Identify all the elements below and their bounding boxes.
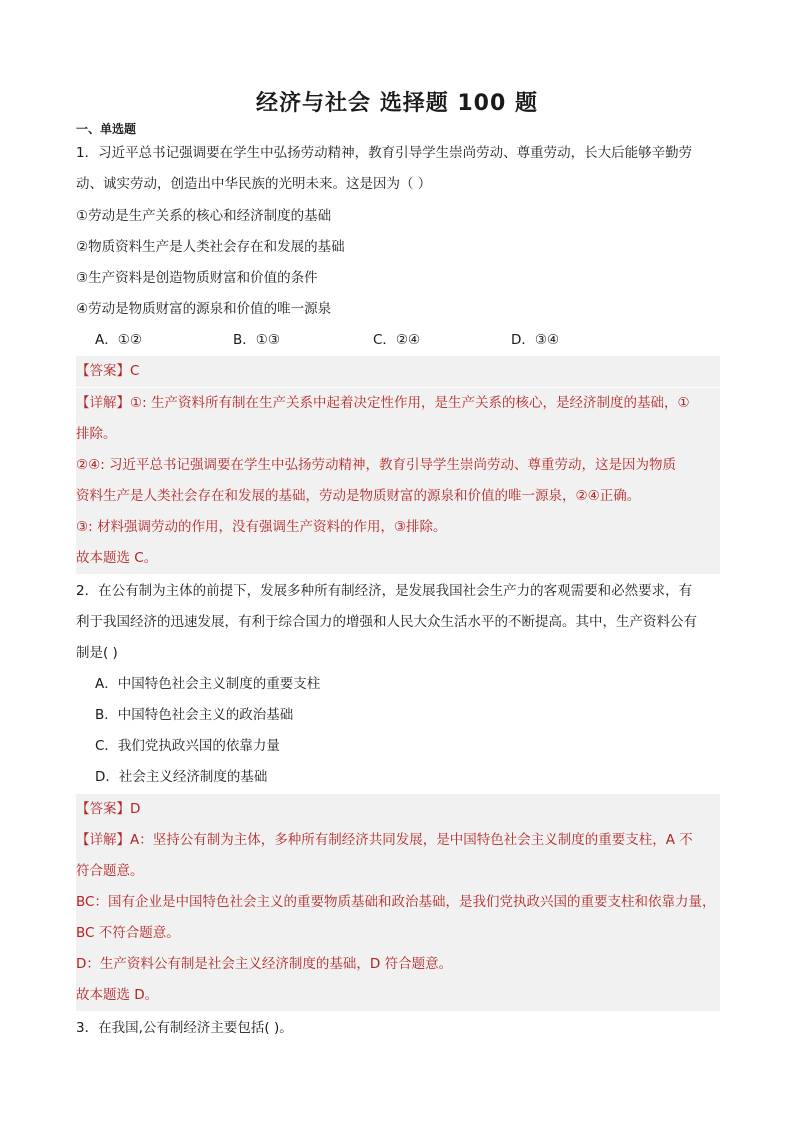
q1-statement-4: ④劳动是物质财富的源泉和价值的唯一源泉	[76, 301, 332, 317]
answer-label: 【答案】	[76, 363, 130, 379]
q2-option-c: C．我们党执政兴国的依靠力量	[95, 738, 280, 754]
answer-value: C	[130, 363, 140, 379]
answer-label: 【答案】	[76, 801, 130, 817]
q1-detail-line-1	[76, 388, 720, 419]
q2-option-a: A．中国特色社会主义制度的重要支柱	[95, 676, 321, 692]
q1-detail-line-4: 资料生产是人类社会存在和发展的基础，劳动是物质财富的源泉和价值的唯一源泉，②④正确。	[76, 481, 720, 512]
q3-stem-line-1: 3．在我国,公有制经济主要包括( )。	[76, 1020, 293, 1036]
q1-statement-2: ②物质资料生产是人类社会存在和发展的基础	[76, 239, 345, 255]
q2-answer	[76, 794, 720, 825]
detail-text: ①: 生产资料所有制在生产关系中起着决定性作用，是生产关系的核心，是经济制度的基础，①	[130, 395, 690, 411]
q2-detail-line-3: BC：国有企业是中国特色社会主义的重要物质基础和政治基础，是我们党执政兴国的重要支柱和依靠力量，	[76, 887, 720, 918]
q1-stem-line-2: 动、诚实劳动，创造出中华民族的光明未来。这是因为（ ）	[76, 176, 432, 192]
q1-option-b: B．①③	[233, 332, 280, 348]
q1-option-d: D．③④	[511, 332, 560, 348]
q2-detail-line-5: D：生产资料公有制是社会主义经济制度的基础，D 符合题意。	[76, 949, 720, 980]
document-title: 经济与社会 选择题 100 题	[256, 91, 538, 116]
q1-detail-line-5: ③: 材料强调劳动的作用，没有强调生产资料的作用，③排除。	[76, 512, 720, 543]
q2-detail-line-2: 符合题意。	[76, 856, 720, 887]
q1-option-a: A．①②	[95, 332, 142, 348]
q2-stem-line-1: 2．在公有制为主体的前提下，发展多种所有制经济，是发展我国社会生产力的客观需要和必然要求，有	[76, 583, 693, 599]
q2-conclusion: 故本题选 D。	[76, 980, 720, 1011]
detail-label: 【详解】	[76, 832, 130, 848]
q1-options	[95, 325, 695, 356]
q1-stem-line-1: 1．习近平总书记强调要在学生中弘扬劳动精神，教育引导学生崇尚劳动、尊重劳动，长大后能够辛勤劳	[76, 145, 693, 161]
q1-detail-line-2: 排除。	[76, 419, 720, 450]
q2-detail-line-4: BC 不符合题意。	[76, 918, 720, 949]
q1-answer	[76, 356, 720, 387]
q2-option-d: D．社会主义经济制度的基础	[95, 769, 268, 785]
q2-detail-line-1	[76, 825, 720, 856]
section-heading: 一、单选题	[76, 122, 137, 136]
q2-stem-line-3: 制是( )	[76, 645, 118, 661]
q1-statement-3: ③生产资料是创造物质财富和价值的条件	[76, 270, 318, 286]
q1-option-c: C．②④	[373, 332, 421, 348]
detail-text: A：坚持公有制为主体，多种所有制经济共同发展，是中国特色社会主义制度的重要支柱，A 不	[130, 832, 693, 848]
q2-stem-line-2: 利于我国经济的迅速发展，有利于综合国力的增强和人民大众生活水平的不断提高。其中，生产资料公有	[76, 614, 697, 630]
q1-detail-line-3: ②④: 习近平总书记强调要在学生中弘扬劳动精神，教育引导学生崇尚劳动、尊重劳动，这是因为物质	[76, 450, 720, 481]
q1-statement-1: ①劳动是生产关系的核心和经济制度的基础	[76, 208, 332, 224]
q2-option-b: B．中国特色社会主义的政治基础	[95, 707, 294, 723]
detail-label: 【详解】	[76, 395, 130, 411]
answer-value: D	[130, 801, 141, 817]
q1-conclusion: 故本题选 C。	[76, 543, 720, 574]
